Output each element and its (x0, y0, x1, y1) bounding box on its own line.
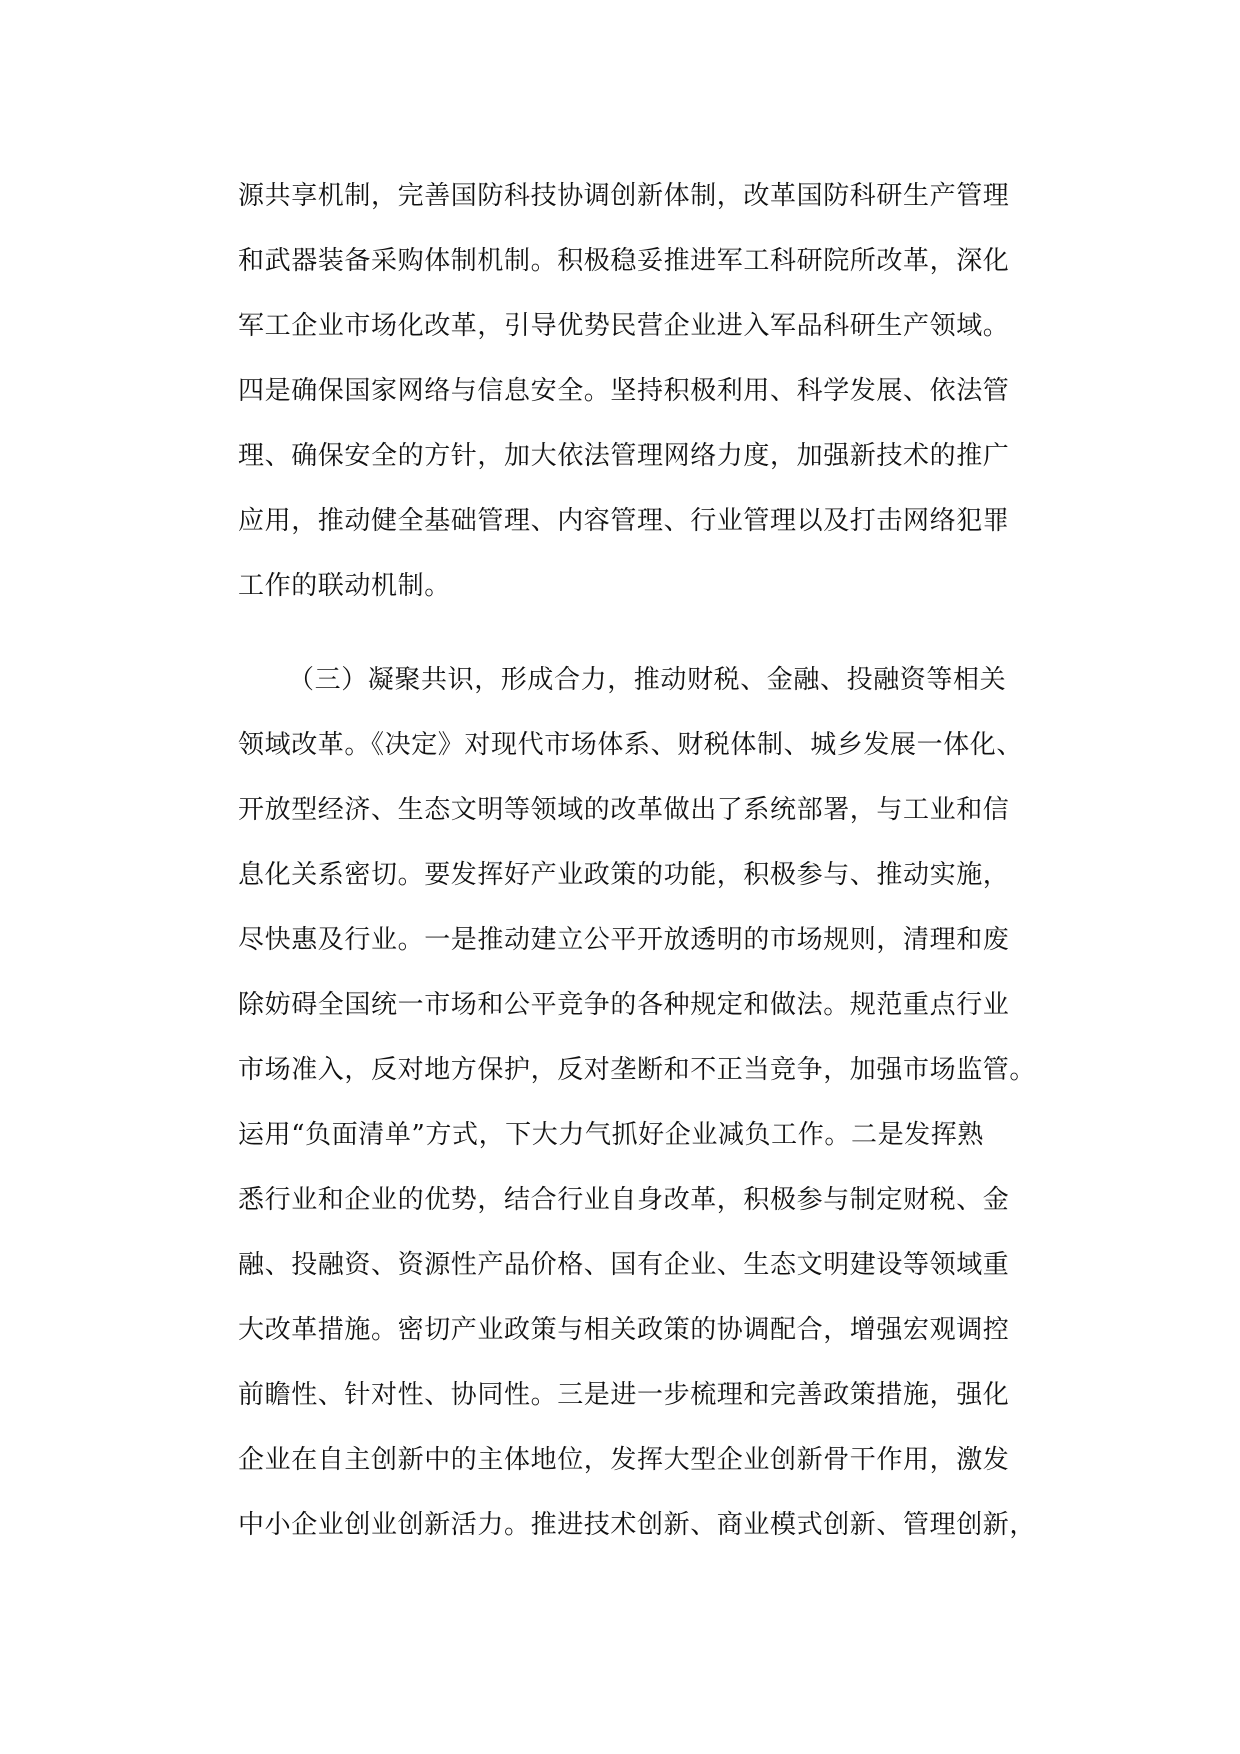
text-line: 中小企业创业创新活力。推进技术创新、商业模式创新、管理创新， (238, 1510, 1037, 1540)
text-line: 军工企业市场化改革，引导优势民营企业进入军品科研生产领域。 (238, 311, 1010, 341)
paragraph-network-security (238, 164, 1038, 619)
text-line: 理、确保安全的方针，加大依法管理网络力度，加强新技术的推广 (238, 441, 1010, 471)
text-line: 前瞻性、针对性、协同性。三是进一步梳理和完善政策措施，强化 (238, 1380, 1010, 1410)
text-line: 四是确保国家网络与信息安全。坚持积极利用、科学发展、依法管 (238, 376, 1010, 406)
text-line: 大改革措施。密切产业政策与相关政策的协调配合，增强宏观调控 (238, 1315, 1010, 1345)
text-line: 除妨碍全国统一市场和公平竞争的各种规定和做法。规范重点行业 (238, 990, 1010, 1020)
text-line: 市场准入，反对地方保护，反对垄断和不正当竞争，加强市场监管。 (238, 1055, 1037, 1085)
paragraph-fiscal-reform (238, 648, 1038, 1558)
text-line: 融、投融资、资源性产品价格、国有企业、生态文明建设等领域重 (238, 1250, 1010, 1280)
text-line: 应用，推动健全基础管理、内容管理、行业管理以及打击网络犯罪 (238, 506, 1010, 536)
section-heading-line: （三）凝聚共识，形成合力，推动财税、金融、投融资等相关 (288, 665, 1007, 695)
text-line: 源共享机制，完善国防科技协调创新体制，改革国防科研生产管理 (238, 181, 1010, 211)
text-line: 和武器装备采购体制机制。积极稳妥推进军工科研院所改革，深化 (238, 246, 1010, 276)
text-line: 开放型经济、生态文明等领域的改革做出了系统部署，与工业和信 (238, 795, 1010, 825)
text-line: 领域改革。《决定》对现代市场体系、财税体制、城乡发展一体化、 (238, 730, 1024, 760)
text-line: 息化关系密切。要发挥好产业政策的功能，积极参与、推动实施， (238, 860, 1010, 890)
text-line: 企业在自主创新中的主体地位，发挥大型企业创新骨干作用，激发 (238, 1445, 1010, 1475)
text-line: 运用“负面清单”方式，下大力气抓好企业减负工作。二是发挥熟 (238, 1120, 984, 1150)
text-line: 工作的联动机制。 (238, 571, 451, 601)
text-line: 尽快惠及行业。一是推动建立公平开放透明的市场规则，清理和废 (238, 925, 1010, 955)
text-line: 悉行业和企业的优势，结合行业自身改革，积极参与制定财税、金 (238, 1185, 1010, 1215)
